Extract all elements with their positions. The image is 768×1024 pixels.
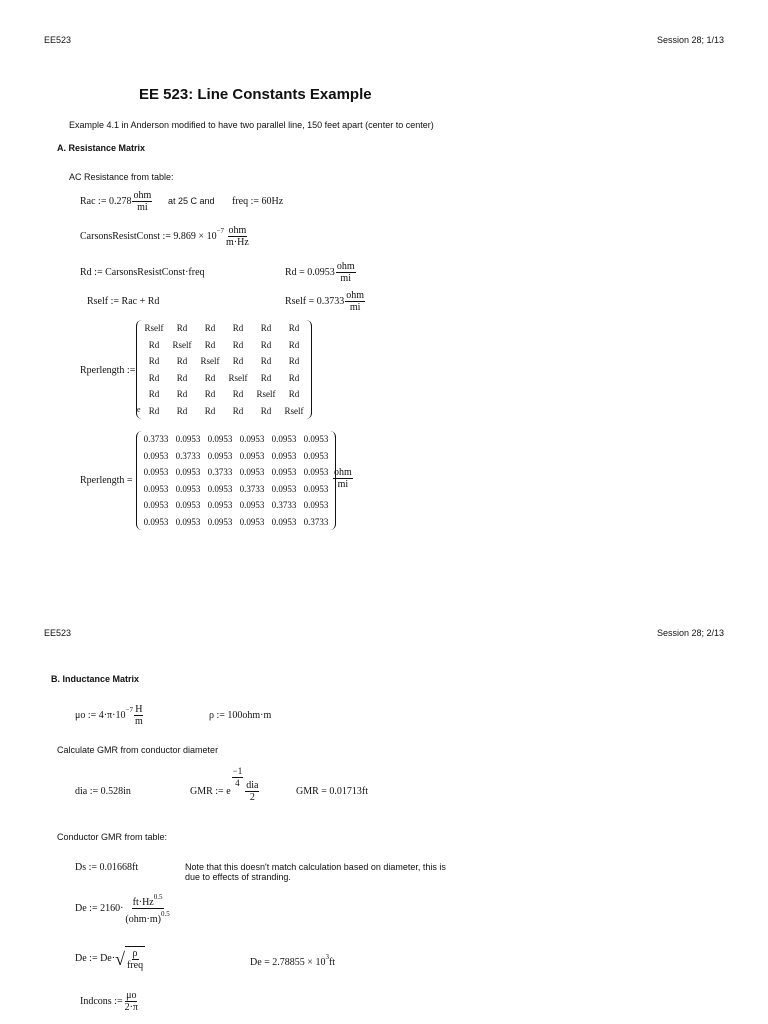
matrix-cell: Rd	[148, 339, 160, 350]
rho-def: ρ := 100ohm·m	[209, 710, 272, 721]
matrix-cell: 0.3733	[239, 483, 265, 494]
rac-unit-num: ohm	[133, 190, 152, 201]
matrix-cell: 0.0953	[271, 483, 297, 494]
sqrt-radicand	[125, 946, 145, 971]
indcons-equation	[80, 990, 140, 1013]
matrix-cell: 0.3733	[207, 467, 233, 477]
matrix-cell: 0.0953	[271, 450, 297, 461]
de-unit-num-wrap	[132, 892, 164, 909]
matrix-cell: Rd	[148, 356, 160, 366]
matrix-cell: Rself	[228, 372, 248, 383]
indcons-num: μo	[126, 990, 137, 1001]
carsons-exp: −7	[216, 226, 225, 235]
de-unit	[124, 892, 170, 925]
matrix-cell: 0.0953	[303, 500, 329, 510]
rd-unit	[336, 261, 356, 284]
matrix-cell: 0.0953	[175, 483, 201, 494]
matrix-cell: Rd	[204, 323, 216, 333]
matrix-cell: 0.0953	[207, 516, 233, 527]
matrix-cell: 0.0953	[207, 450, 233, 461]
carsons-equation	[80, 225, 251, 248]
matrix-cell: 0.0953	[271, 434, 297, 444]
matrix-cell: Rd	[260, 323, 272, 333]
de-equation	[75, 892, 172, 925]
rac-unit-den: mi	[137, 202, 148, 213]
matrix-cell: Rd	[288, 372, 300, 383]
section-b-heading: B. Inductance Matrix	[51, 674, 140, 684]
matrix-cell: 0.0953	[239, 450, 265, 461]
matrix-cell: 0.0953	[239, 500, 265, 510]
matrix-cell: Rself	[256, 389, 276, 399]
matrix-cell: Rd	[288, 339, 300, 350]
gmr-exp-num: −1	[232, 766, 243, 776]
matrix-marker: e	[137, 405, 141, 414]
matrix-cell: 0.0953	[175, 434, 201, 444]
gmr-equation	[190, 766, 260, 803]
matrix-cell: Rd	[148, 372, 160, 383]
matrix-cell: 0.3733	[303, 516, 329, 527]
indcons-lhs: Indcons :=	[80, 996, 123, 1007]
rself-def: Rself := Rac + Rd	[87, 296, 160, 307]
matrix-cell: Rd	[232, 405, 244, 416]
matrix-cell: 0.0953	[271, 467, 297, 477]
matrix-cell: Rd	[204, 405, 216, 416]
gmr-lhs: GMR := e	[190, 786, 231, 797]
matrix-cell: 0.0953	[143, 483, 169, 494]
ds-def: Ds := 0.01668ft	[75, 862, 139, 873]
dia-def: dia := 0.528in	[75, 786, 131, 797]
gmr-value: GMR = 0.01713ft	[296, 786, 369, 797]
de-unit-num: ft·Hz	[132, 897, 154, 908]
stranding-note: Note that this doesn't match calculation based on diameter, this is due to effects of stranding.	[185, 862, 446, 882]
page1-header-right: Session 28; 1/13	[656, 35, 724, 45]
matrix-cell: Rd	[204, 372, 216, 383]
matrix-cell: Rd	[288, 323, 300, 333]
de-lhs: De := 2160·	[75, 903, 124, 914]
at25-text: at 25 C and	[168, 196, 215, 206]
rperlength-unit-num: ohm	[334, 467, 352, 478]
matrix-cell: 0.0953	[143, 467, 169, 477]
gmr-calc-label: Calculate GMR from conductor diameter	[57, 745, 219, 755]
carsons-lhs: CarsonsResistConst := 9.869 × 10	[80, 230, 217, 242]
carsons-unit-num: ohm	[228, 225, 247, 236]
de-val: De = 2.78855 × 10	[250, 957, 326, 968]
matrix-cell: Rself	[200, 356, 220, 366]
matrix-cell: 0.0953	[239, 434, 265, 444]
gmr-exponent	[232, 766, 244, 789]
de2-num: ρ	[132, 948, 138, 959]
matrix-cell: Rself	[172, 339, 192, 350]
page1-header-left: EE523	[44, 35, 72, 45]
ac-resistance-label: AC Resistance from table:	[69, 172, 174, 182]
rperlength-def-label: Rperlength :=	[80, 365, 136, 376]
rperlength-unit	[332, 467, 354, 490]
rperlength-unit-frac	[333, 467, 353, 490]
matrix-cell: 0.0953	[303, 483, 329, 494]
rperlength-symbolic-matrix	[136, 320, 312, 419]
matrix-cell: Rd	[204, 339, 216, 350]
matrix-cell: Rd	[176, 389, 188, 399]
matrix-cell: Rd	[232, 389, 244, 399]
de2-den: freq	[126, 960, 144, 971]
de2-lhs: De := De·	[75, 953, 116, 964]
matrix-cell: Rd	[176, 323, 188, 333]
indcons-frac	[124, 990, 139, 1013]
rd-val: Rd = 0.0953	[285, 266, 335, 278]
matrix-cell: Rd	[204, 389, 216, 399]
rac-lhs: Rac := 0.278	[80, 195, 132, 207]
carsons-unit-den: m·Hz	[226, 237, 249, 248]
mu-unit-den: m	[134, 716, 143, 727]
matrix-cell: Rd	[232, 339, 244, 350]
rperlength-unit-den: mi	[337, 479, 349, 490]
matrix-cell: Rd	[176, 372, 188, 383]
rd-def: Rd := CarsonsResistConst·freq	[80, 267, 205, 278]
matrix-cell: 0.0953	[303, 450, 329, 461]
matrix-cell: 0.0953	[271, 516, 297, 527]
rd-unit-den: mi	[340, 273, 351, 284]
mu-unit	[134, 704, 144, 727]
matrix-cell: 0.3733	[175, 450, 201, 461]
matrix-cell: Rd	[288, 389, 300, 399]
mu-lhs: μo := 4·π·10	[75, 709, 126, 721]
matrix-cell: 0.0953	[175, 467, 201, 477]
matrix-cell: Rd	[260, 405, 272, 416]
matrix-cell: 0.0953	[175, 516, 201, 527]
matrix-cell: 0.0953	[143, 500, 169, 510]
mu-exp: −7	[125, 705, 133, 714]
matrix-cell: Rd	[176, 356, 188, 366]
matrix-cell: Rd	[288, 356, 300, 366]
sqrt-symbol	[115, 946, 145, 971]
conductor-gmr-label: Conductor GMR from table:	[57, 832, 168, 842]
matrix-cell: 0.0953	[207, 483, 233, 494]
de-val-exp: 3	[325, 953, 329, 961]
matrix-cell: 0.0953	[207, 434, 233, 444]
page-title: EE 523: Line Constants Example	[139, 86, 372, 103]
gmr-dia-den: 2	[249, 792, 255, 803]
rd-unit-num: ohm	[336, 261, 355, 272]
matrix-cell: Rd	[148, 389, 160, 399]
de-value	[250, 953, 335, 968]
mu-equation	[75, 704, 145, 727]
radical-icon: √	[115, 948, 125, 969]
rd-value	[285, 261, 357, 284]
rac-equation	[80, 190, 153, 213]
matrix-cell: 0.0953	[175, 500, 201, 510]
carsons-unit	[225, 225, 250, 248]
matrix-cell: Rself	[144, 323, 164, 333]
matrix-cell: 0.3733	[143, 434, 169, 444]
de-unit-den: (ohm·m)	[125, 914, 161, 925]
indcons-den: 2·π	[124, 1002, 138, 1013]
de2-frac	[126, 948, 144, 971]
matrix-cell: 0.0953	[239, 467, 265, 477]
page2-header-left: EE523	[44, 628, 72, 638]
matrix-cell: 0.0953	[207, 500, 233, 510]
page2-header-right: Session 28; 2/13	[656, 628, 724, 638]
de-unit-den-exp: 0.5	[160, 910, 170, 918]
matrix-cell: 0.3733	[271, 500, 297, 510]
rself-unit-num: ohm	[346, 290, 365, 301]
rperlength-numeric-matrix	[136, 431, 336, 530]
de-unit-num-exp: 0.5	[153, 893, 163, 901]
freq-def: freq := 60Hz	[232, 196, 284, 207]
rself-val: Rself = 0.3733	[285, 295, 345, 307]
matrix-cell: 0.0953	[143, 450, 169, 461]
rself-unit-den: mi	[349, 302, 361, 313]
matrix-cell: 0.0953	[239, 516, 265, 527]
matrix-cell: Rd	[232, 356, 244, 366]
matrix-cell: Rd	[148, 405, 160, 416]
de-unit-den-wrap	[124, 909, 170, 925]
section-a-heading: A. Resistance Matrix	[57, 143, 146, 153]
matrix-cell: Rself	[284, 405, 304, 416]
de2-equation	[75, 946, 145, 971]
matrix-cell: Rd	[232, 323, 244, 333]
matrix-cell: 0.0953	[303, 467, 329, 477]
matrix-cell: Rd	[176, 405, 188, 416]
matrix-cell: Rd	[260, 356, 272, 366]
mu-unit-num: H	[135, 704, 143, 715]
gmr-dia-frac	[245, 780, 259, 803]
rself-value	[285, 290, 366, 313]
gmr-dia-num: dia	[246, 780, 259, 791]
gmr-exp-den: 4	[235, 778, 240, 788]
matrix-cell: Rd	[260, 372, 272, 383]
matrix-cell: Rd	[260, 339, 272, 350]
rperlength-value-label: Rperlength =	[80, 475, 133, 486]
de-val-unit: ft	[328, 957, 336, 968]
matrix-cell: 0.0953	[143, 516, 169, 527]
intro-text: Example 4.1 in Anderson modified to have two parallel line, 150 feet apart (center to center)	[69, 120, 434, 130]
matrix-cell: 0.0953	[303, 434, 329, 444]
rself-unit	[345, 290, 365, 313]
rac-unit	[132, 190, 152, 213]
